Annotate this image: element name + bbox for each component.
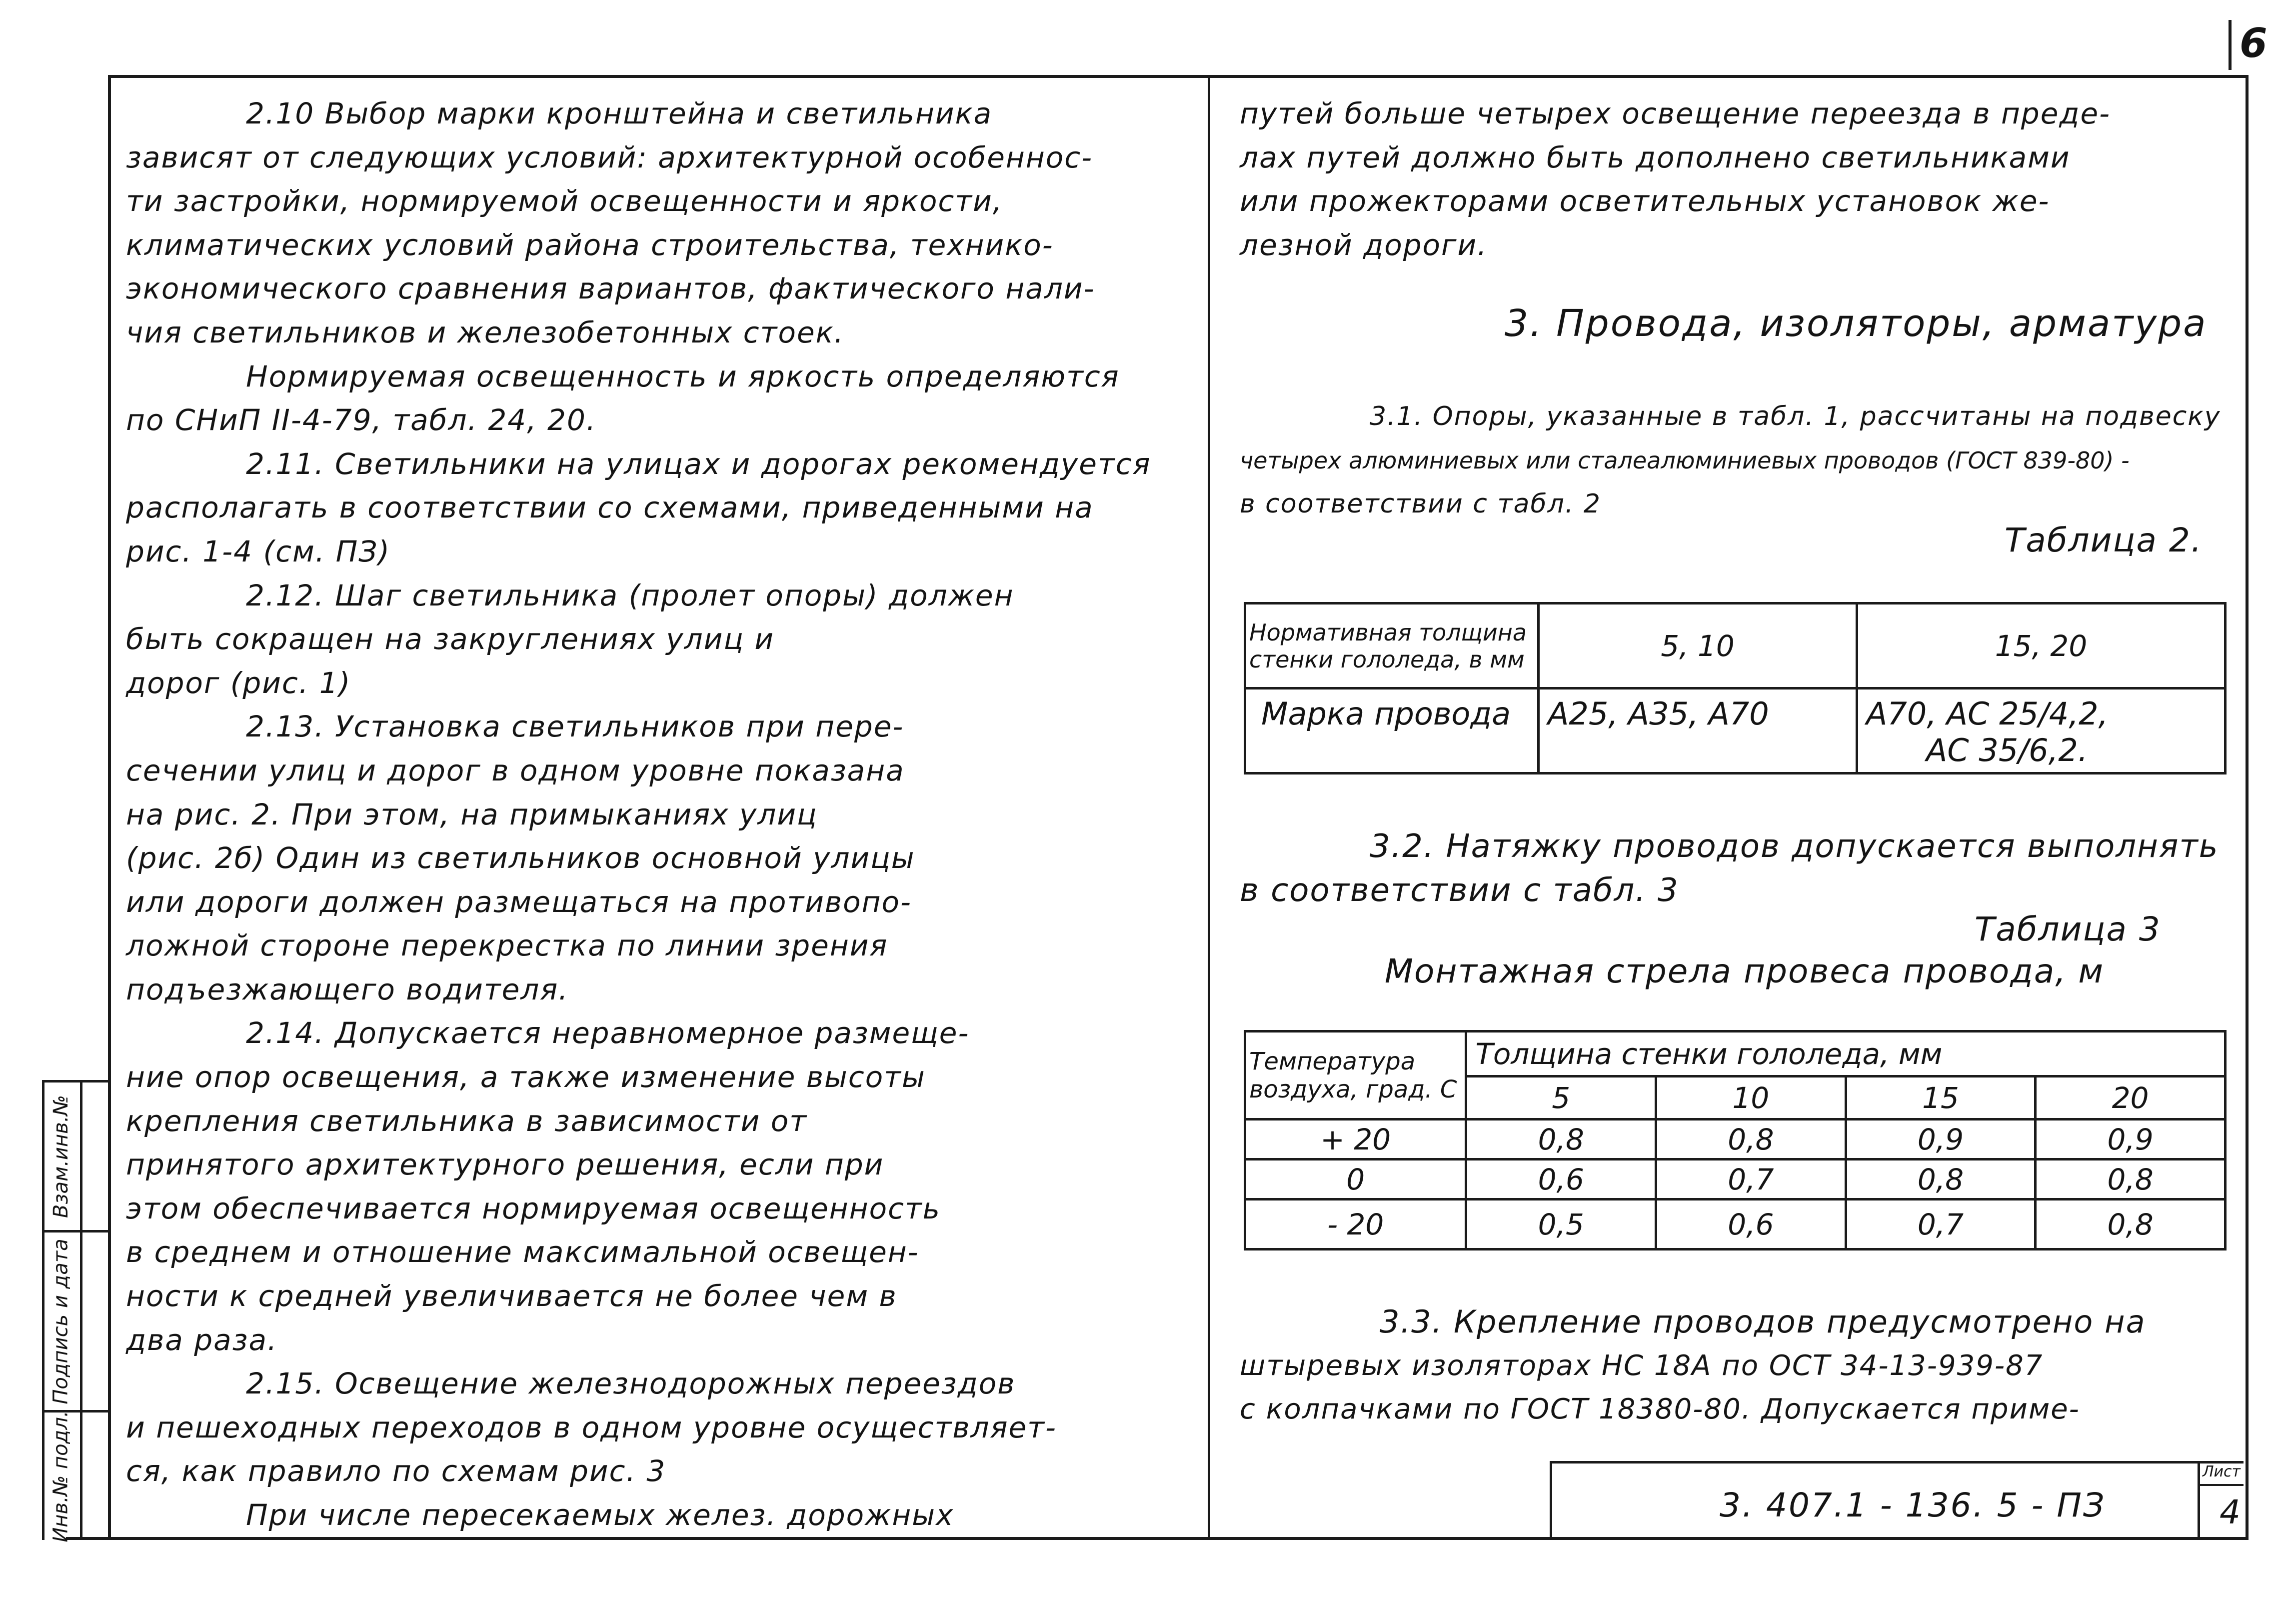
table3-thickness-header: 5 [1466, 1076, 1656, 1120]
text-line: 2.13. Установка светильников при пере- [246, 710, 904, 744]
text-line: Нормируемая освещенность и яркость определяются [246, 359, 1120, 394]
table3-stub-header-line: воздуха, град. С [1249, 1075, 1457, 1104]
text-line: 2.14. Допускается неравномерное размеще- [246, 1016, 970, 1050]
text-line: лезной дороги. [1240, 228, 1488, 262]
sheet-label: Лист [2203, 1463, 2241, 1480]
table3-value-cell: 0,8 [1846, 1160, 2036, 1200]
table3-value-cell: 0,7 [1846, 1200, 2036, 1250]
right-intro-paragraph [1240, 92, 2230, 267]
text-line: крепления светильника в зависимости от [126, 1104, 808, 1138]
text-line: с колпачками по ГОСТ 18380-80. Допускается приме- [1240, 1393, 2080, 1426]
text-line: в среднем и отношение максимальной освещен- [126, 1235, 919, 1270]
table3-stub-header [1245, 1032, 1466, 1120]
document-designation: 3. 407.1 - 136. 5 - ПЗ [1720, 1486, 2106, 1524]
stamp-field [42, 1232, 80, 1410]
text-line: 2.11. Светильники на улицах и дорогах рекомендуется [246, 446, 1151, 481]
stamp-field [42, 1412, 80, 1540]
text-line: ся, как правило по схемам рис. 3 [126, 1454, 666, 1488]
title-block-top [1550, 1461, 2244, 1464]
left-text-column [126, 92, 1191, 1538]
table3-value-cell: 0,6 [1656, 1200, 1846, 1250]
table3-value-cell: 0,8 [2036, 1200, 2226, 1250]
stamp-field-label: Инв.№ подл. [49, 1410, 72, 1542]
text-line: При числе пересекаемых желез. дорожных [246, 1498, 954, 1532]
table3-row [1245, 1120, 2226, 1160]
table3-value-cell: 0,8 [1466, 1120, 1656, 1160]
text-line: этом обеспечивается нормируемая освещенность [126, 1191, 941, 1226]
corner-sheet-number: 6 [2240, 20, 2268, 66]
text-line: климатических условий района строительства, технико- [126, 228, 1054, 262]
text-line: в соответствии с табл. 3 [1240, 872, 1679, 909]
table3-thickness-header: 15 [1846, 1076, 2036, 1120]
text-line: дорог (рис. 1) [126, 666, 351, 700]
table3-row [1245, 1160, 2226, 1200]
column-divider [1208, 75, 1210, 1537]
text-line: на рис. 2. При этом, на примыканиях улиц [126, 797, 818, 832]
title-block-sheet-divider [2198, 1461, 2200, 1540]
table3-group-header: Толщина стенки гололеда, мм [1466, 1032, 2226, 1076]
table2-row-col2 [1857, 688, 2226, 774]
text-line: 2.10 Выбор марки кронштейна и светильника [246, 96, 993, 130]
text-line: ние опор освещения, а также изменение высоты [126, 1060, 926, 1094]
table2-header-label-line: Нормативная толщина [1249, 618, 1527, 646]
text-line: рис. 1-4 (см. ПЗ) [126, 534, 391, 568]
table2-row-col2-line: А70, АС 25/4,2, [1866, 696, 2109, 732]
table2-col1-header: 5, 10 [1539, 604, 1857, 688]
frame-top-line [108, 75, 2249, 78]
table2-col2-header: 15, 20 [1857, 604, 2226, 688]
table2-row-col1: А25, А35, А70 [1539, 688, 1857, 774]
table3-row [1245, 1200, 2226, 1250]
text-line: лах путей должно быть дополнено светильниками [1240, 140, 2071, 174]
text-line: быть сокращен на закруглениях улиц и [126, 622, 775, 656]
table3-value-cell: 0,6 [1466, 1160, 1656, 1200]
text-line: располагать в соответствии со схемами, приведенными на [126, 490, 1094, 525]
table2-caption: Таблица 2. [2005, 521, 2203, 560]
title-block-left [1550, 1461, 1552, 1540]
text-line: экономического сравнения вариантов, фактического нали- [126, 272, 1095, 306]
table3-value-cell: 0,7 [1656, 1160, 1846, 1200]
text-line: подъезжающего водителя. [126, 972, 569, 1006]
table3-title: Монтажная стрела провеса провода, м [1385, 952, 2105, 990]
table3-temp-cell: - 20 [1245, 1200, 1466, 1250]
table3-value-cell: 0,9 [2036, 1120, 2226, 1160]
table3-value-cell: 0,8 [1656, 1120, 1846, 1160]
text-line: (рис. 2б) Один из светильников основной улицы [126, 841, 915, 876]
title-block [1550, 1461, 2244, 1540]
text-line: 2.15. Освещение железнодорожных переездов [246, 1366, 1016, 1401]
stamp-field-label: Подпись и дата [49, 1238, 73, 1404]
table3-stub-header-line: Температура [1249, 1047, 1416, 1076]
stamp-field-label: Взам.инв.№ [49, 1094, 72, 1218]
text-line: 3.1. Опоры, указанные в табл. 1, рассчитаны на подвеску [1370, 402, 2221, 432]
table2-row-label: Марка провода [1245, 688, 1539, 774]
text-line: четырех алюминиевых или сталеалюминиевых проводов (ГОСТ 839-80) - [1240, 446, 2130, 474]
table3-value-cell: 0,8 [2036, 1160, 2226, 1200]
text-line: зависят от следующих условий: архитектурной особеннос- [126, 140, 1093, 174]
side-stamp [42, 1080, 108, 1540]
text-line: штыревых изоляторах НС 18А по ОСТ 34-13-939-87 [1240, 1349, 2044, 1382]
frame-left-line [108, 75, 111, 1540]
text-line: и пешеходных переходов в одном уровне осуществляет- [126, 1410, 1057, 1444]
text-line: путей больше четырех освещение переезда в преде- [1240, 96, 2111, 130]
text-line: 2.12. Шаг светильника (пролет опоры) должен [246, 578, 1014, 612]
table3-caption: Таблица 3 [1975, 910, 2161, 948]
table3-value-cell: 0,9 [1846, 1120, 2036, 1160]
table-2 [1244, 602, 2227, 774]
table2-header-label-line: стенки гололеда, в мм [1249, 646, 1525, 673]
text-line: чия светильников и железобетонных стоек. [126, 315, 845, 350]
table2-header-label [1245, 604, 1539, 688]
paragraph-3-1 [1240, 395, 2235, 526]
table3-value-cell: 0,5 [1466, 1200, 1656, 1250]
corner-mark-line [2229, 20, 2232, 70]
table3-thickness-header: 20 [2036, 1076, 2226, 1120]
stamp-field [42, 1082, 80, 1230]
text-line: 3.3. Крепление проводов предусмотрено на [1380, 1304, 2146, 1340]
text-line: ти застройки, нормируемой освещенности и яркости, [126, 184, 1003, 218]
table3-temp-cell: + 20 [1245, 1120, 1466, 1160]
section-title: 3. Провода, изоляторы, арматура [1505, 302, 2208, 345]
text-line: или прожекторами осветительных установок же- [1240, 184, 2050, 218]
table3-thickness-header: 10 [1656, 1076, 1846, 1120]
text-line: два раза. [126, 1322, 278, 1357]
sheet-number: 4 [2220, 1493, 2241, 1532]
text-line: сечении улиц и дорог в одном уровне показана [126, 753, 905, 788]
paragraph-3-2 [1240, 825, 2235, 912]
table2-row-col2-line: АС 35/6,2. [1926, 732, 2088, 768]
text-line: по СНиП II-4-79, табл. 24, 20. [126, 403, 597, 438]
text-line: принятого архитектурного решения, если при [126, 1148, 884, 1182]
paragraph-3-3 [1240, 1300, 2235, 1432]
table-3 [1244, 1030, 2227, 1250]
frame-right-line [2246, 75, 2249, 1540]
text-line: или дороги должен размещаться на противопо- [126, 884, 912, 919]
stamp-border-inner [80, 1080, 82, 1540]
table3-temp-cell: 0 [1245, 1160, 1466, 1200]
text-line: 3.2. Натяжку проводов допускается выполнять [1370, 828, 2219, 865]
title-block-sheet-label-line [2198, 1484, 2244, 1486]
text-line: ности к средней увеличивается не более чем в [126, 1279, 897, 1314]
text-line: ложной стороне перекрестка по линии зрения [126, 928, 888, 963]
text-line: в соответствии с табл. 2 [1240, 489, 1601, 520]
